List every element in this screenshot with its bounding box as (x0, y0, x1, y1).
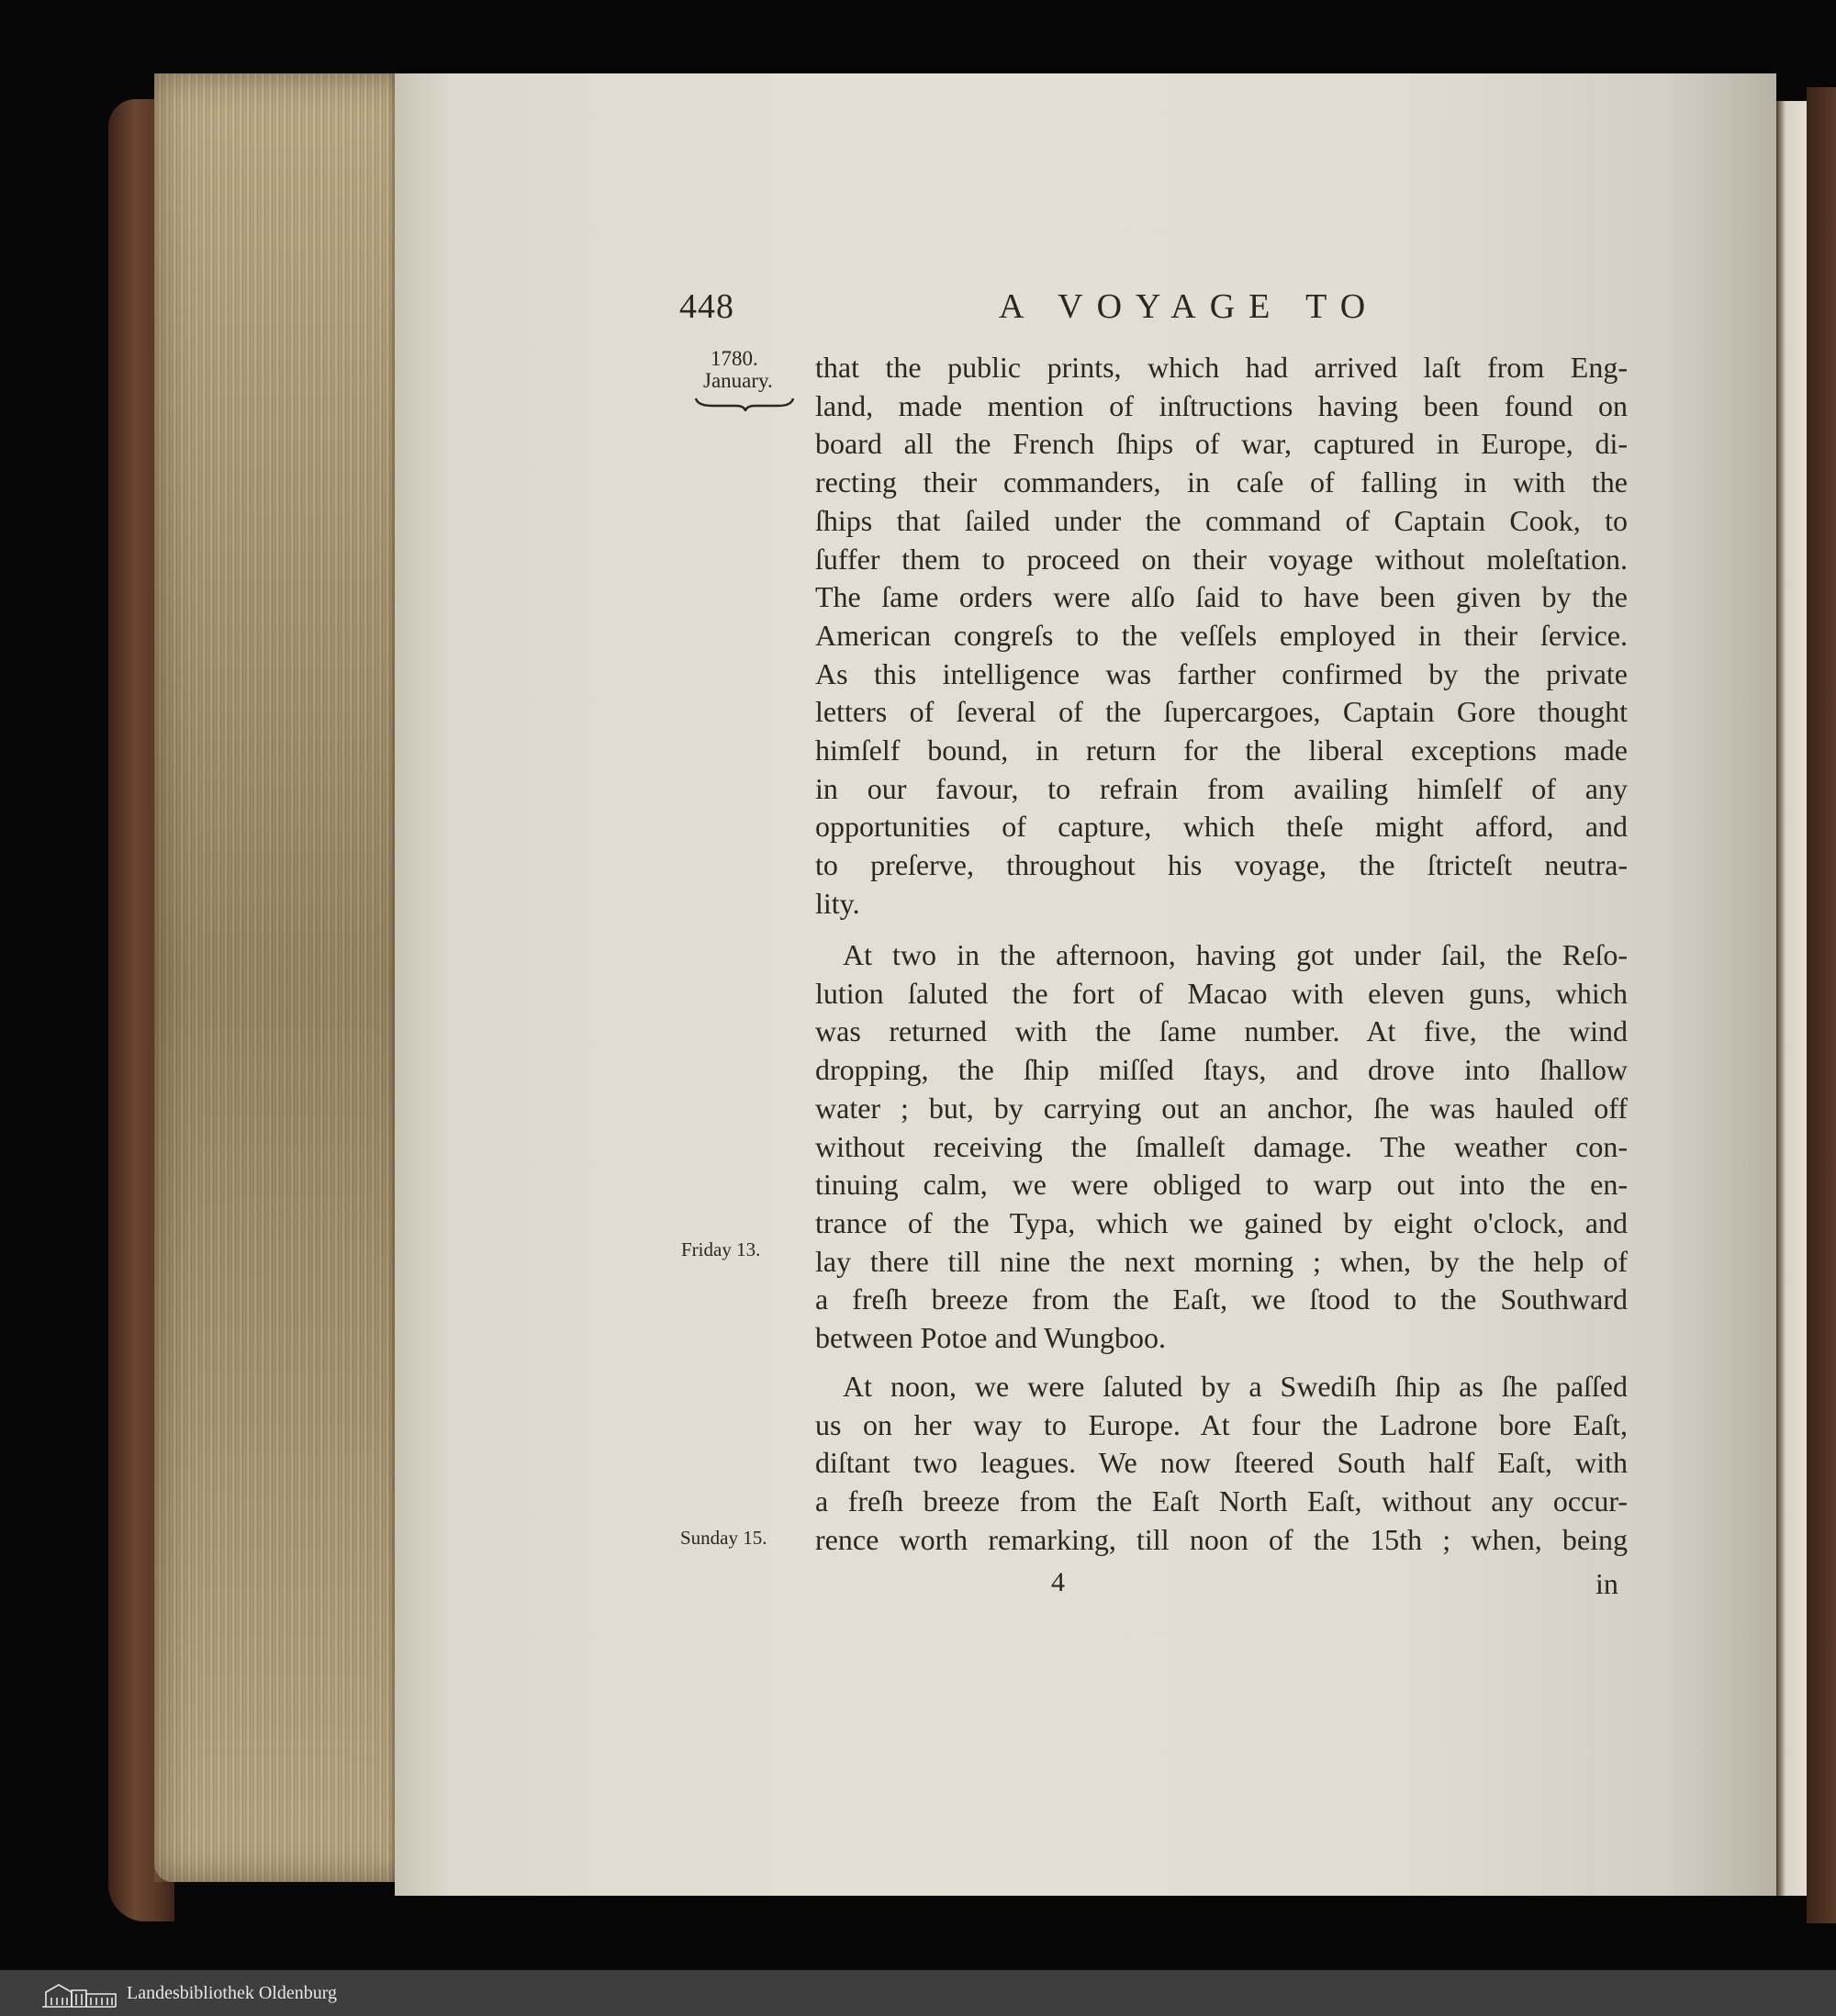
text-line: lution ſaluted the fort of Macao with eleven guns, which (815, 976, 1628, 1010)
margin-year: 1780. (711, 347, 758, 370)
text-line: ſuffer them to proceed on their voyage without moleſtation. (815, 542, 1628, 576)
text-line: without receiving the ſmalleſt damage. The weather con- (815, 1129, 1628, 1163)
page-number: 448 (679, 287, 734, 326)
text-line: a freſh breeze from the Eaſt, we ſtood to the Southward (815, 1282, 1628, 1316)
text-line: opportunities of capture, which theſe might afford, and (815, 810, 1628, 844)
text-line: that the public prints, which had arrived laſt from Eng- (815, 351, 1628, 384)
margin-note-sunday: Sunday 15. (680, 1527, 767, 1549)
library-name: Landesbibliothek Oldenburg (127, 1982, 338, 2003)
text-line: between Potoe and Wungboo. (815, 1321, 1167, 1354)
footer-bar (0, 1970, 1836, 2016)
text-line: us on her way to Europe. At four the Ladrone bore Eaſt, (815, 1407, 1628, 1441)
text-line: to preſerve, throughout his voyage, the ſtricteſt neutra- (815, 848, 1628, 882)
book-cover-right (1807, 87, 1836, 1923)
text-line: The ſame orders were alſo ſaid to have been given by the (815, 580, 1628, 614)
catchword: in (1595, 1567, 1618, 1600)
text-line: in our favour, to refrain from availing himſelf of any (815, 771, 1628, 805)
text-line: was returned with the ſame number. At five, the wind (815, 1014, 1628, 1048)
margin-note-friday: Friday 13. (681, 1238, 761, 1260)
text-line: board all the French ſhips of war, captured in Europe, di- (815, 427, 1628, 461)
margin-brace-icon (694, 395, 795, 411)
text-line: land, made mention of inſtructions having been found on (815, 388, 1628, 422)
text-line: recting their commanders, in caſe of falling in with the (815, 465, 1628, 499)
library-building-icon (39, 1977, 119, 2009)
text-line: lity. (815, 886, 860, 920)
text-line: At noon, we were ſaluted by a Swediſh ſhip as ſhe paſſed (843, 1370, 1628, 1403)
text-line: American congreſs to the veſſels employed in their ſervice. (815, 618, 1628, 652)
text-line: letters of ſeveral of the ſupercargoes, Captain Gore thought (815, 695, 1628, 729)
text-line: tinuing calm, we were obliged to warp out into the en- (815, 1168, 1628, 1202)
text-line: At two in the afternoon, having got under ſail, the Reſo- (843, 938, 1628, 971)
text-line: ſhips that ſailed under the command of Captain Cook, to (815, 503, 1628, 537)
text-line: As this intelligence was farther confirmed by the private (815, 656, 1628, 690)
text-line: diſtant two leagues. We now ſteered South half Eaſt, with (815, 1446, 1628, 1480)
page-edges (154, 73, 420, 1882)
text-line: rence worth remarking, till noon of the 15th ; when, being (815, 1522, 1628, 1556)
text-line: water ; but, by carrying out an anchor, ſhe was hauled off (815, 1091, 1628, 1125)
margin-month: January. (703, 369, 773, 392)
text-line: himſelf bound, in return for the liberal exceptions made (815, 734, 1628, 767)
text-line: dropping, the ſhip miſſed ſtays, and drove into ſhallow (815, 1053, 1628, 1087)
signature-mark: 4 (1051, 1567, 1065, 1597)
text-line: trance of the Typa, which we gained by eight o'clock, and (815, 1205, 1628, 1239)
text-line: lay there till nine the next morning ; when, by the help of (815, 1244, 1628, 1278)
text-line: a freſh breeze from the Eaſt North Eaſt, without any occur- (815, 1484, 1628, 1518)
running-head: A VOYAGE TO (999, 287, 1380, 326)
